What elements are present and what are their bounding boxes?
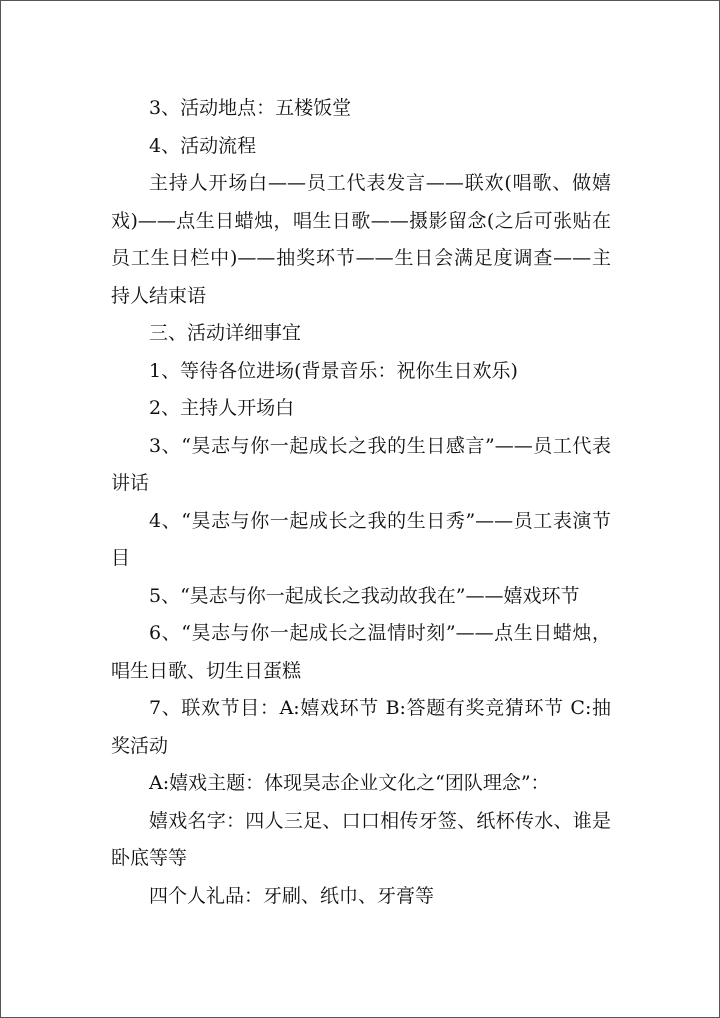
paragraph-venue: 3、活动地点：五楼饭堂 bbox=[149, 97, 352, 119]
paragraph-item-3: 3、“昊志与你一起成长之我的生日感言”——员工代表讲话 bbox=[111, 434, 611, 494]
paragraph-item-5: 5、“昊志与你一起成长之我动故我在”——嬉戏环节 bbox=[149, 584, 580, 607]
paragraph-game-names: 嬉戏名字：四人三足、口口相传牙签、纸杯传水、谁是卧底等等 bbox=[111, 809, 611, 869]
paragraph-item-2: 2、主持人开场白 bbox=[149, 397, 295, 419]
paragraph-gifts: 四个人礼品：牙刷、纸巾、牙膏等 bbox=[149, 884, 435, 907]
section-heading-details: 三、活动详细事宜 bbox=[149, 322, 302, 344]
paragraph-process-heading: 4、活动流程 bbox=[149, 134, 257, 157]
paragraph-item-1: 1、等待各位进场(背景音乐：祝你生日欢乐) bbox=[149, 359, 518, 382]
paragraph-game-theme: A:嬉戏主题：体现昊志企业文化之“团队理念”： bbox=[149, 772, 550, 794]
paragraph-item-4: 4、“昊志与你一起成长之我的生日秀”——员工表演节目 bbox=[111, 509, 611, 569]
paragraph-item-6: 6、“昊志与你一起成长之温情时刻”——点生日蜡烛，唱生日歌、切生日蛋糕 bbox=[111, 622, 611, 682]
paragraph-item-7: 7、联欢节目：A:嬉戏环节 B:答题有奖竞猜环节 C:抽奖活动 bbox=[111, 697, 611, 757]
paragraph-process-flow: 主持人开场白——员工代表发言——联欢(唱歌、做嬉戏)——点生日蜡烛，唱生日歌——摄影留念(之后可张贴在员工生日栏中)——抽奖环节——生日会满足度调查——主持人结束语 bbox=[111, 172, 611, 307]
document-body bbox=[111, 90, 611, 915]
